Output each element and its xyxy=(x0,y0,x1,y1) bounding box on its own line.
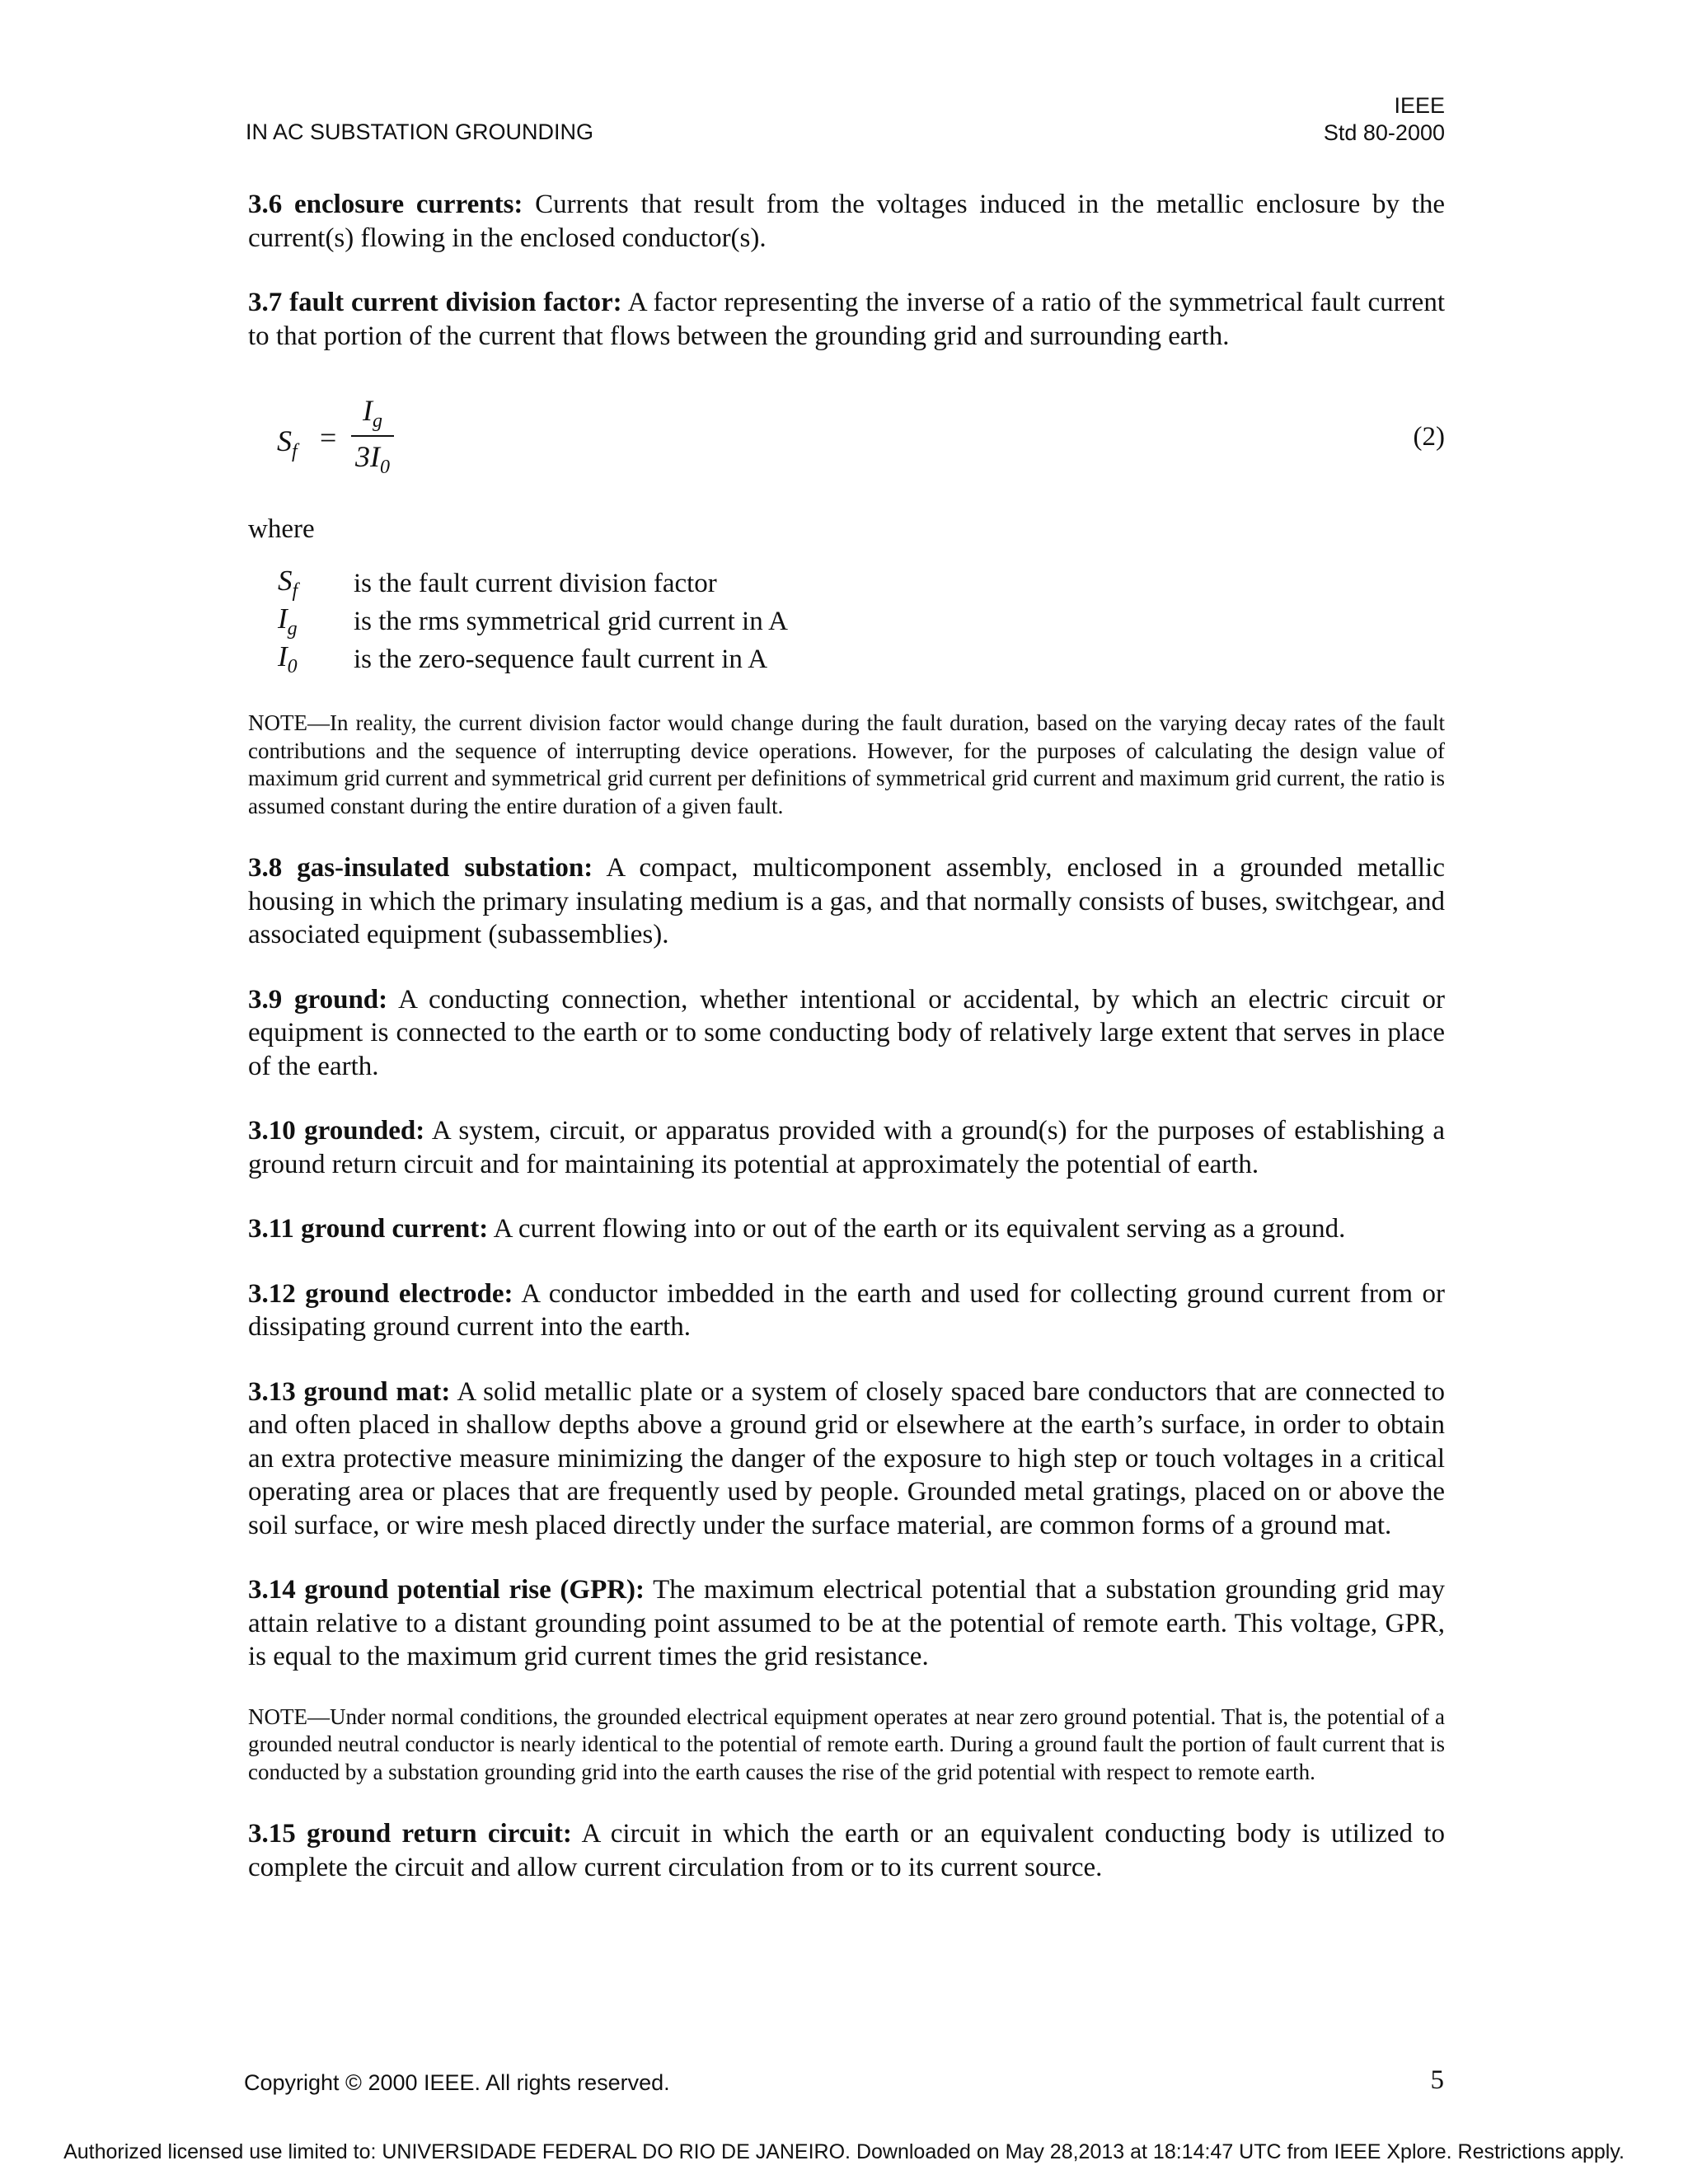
equation-lhs: $S_f$ xyxy=(277,424,298,462)
definition-3-12 xyxy=(248,1277,1445,1344)
variable-definition xyxy=(248,602,1445,640)
term: 3.15 ground return circuit: xyxy=(248,1819,572,1849)
definition-3-7 xyxy=(248,286,1445,353)
variable-symbol: $I_0$ xyxy=(278,640,298,677)
denominator: $3I_0$ xyxy=(355,440,390,478)
definition-text: A solid metallic plate or a system of closely spaced bare conductors that are connected to and often placed in shallow depths above a ground grid or elsewhere at the earth’s surface, in order to obtain an extra protective measure minimizing the danger of the exposure to high step or touch voltages in a critical operating area or places that are frequently used by people. Grounded metal gratings, placed on or above the soil surface, or wire mesh placed directly under the surface material, are common forms of a ground mat. xyxy=(248,1376,1445,1540)
definition-3-10 xyxy=(248,1114,1445,1181)
variable-description: is the zero-sequence fault current in A xyxy=(354,644,768,674)
header-std-number: Std 80-2000 xyxy=(1323,120,1445,145)
term: 3.10 grounded: xyxy=(248,1116,425,1146)
variable-description: is the rms symmetrical grid current in A xyxy=(354,606,788,636)
definition-3-11 xyxy=(248,1212,1445,1246)
variable-definition xyxy=(248,640,1445,678)
term: 3.14 ground potential rise (GPR): xyxy=(248,1575,645,1605)
variable-definitions xyxy=(248,565,1445,678)
term: 3.8 gas-insulated substation: xyxy=(248,853,593,883)
term: 3.11 ground current: xyxy=(248,1214,489,1244)
variable-definition xyxy=(248,565,1445,602)
definition-3-14 xyxy=(248,1573,1445,1674)
header-ieee: IEEE xyxy=(1394,93,1445,118)
variable-symbol: $I_g$ xyxy=(278,602,298,640)
fraction xyxy=(351,392,394,485)
variable-description: is the fault current division factor xyxy=(354,568,717,598)
definition-3-8 xyxy=(248,851,1445,952)
equation-number: (2) xyxy=(1413,422,1445,452)
equals-sign: = xyxy=(320,421,337,454)
equation-2 xyxy=(248,392,1445,491)
definition-text: A system, circuit, or apparatus provided with a ground(s) for the purposes of establishing a ground return circuit and for maintaining its potential at approximately the potential of earth. xyxy=(248,1116,1446,1179)
definition-3-6 xyxy=(248,188,1445,255)
running-header-standard xyxy=(1324,92,1445,147)
definition-3-9 xyxy=(248,983,1445,1084)
definition-text: A current flowing into or out of the earth or its equivalent serving as a ground. xyxy=(493,1214,1346,1244)
term: 3.9 ground: xyxy=(248,984,388,1015)
term: 3.12 ground electrode: xyxy=(248,1278,513,1309)
term: 3.13 ground mat: xyxy=(248,1376,451,1407)
definition-text: A conducting connection, whether intentional or accidental, by which an electric circuit or equipment is connected to the earth or to some conducting body of relatively large extent that serves in place of the earth. xyxy=(248,984,1445,1081)
definition-text: A factor representing the inverse of a ratio of the symmetrical fault current to that portion of the current that flows between the grounding grid and surrounding earth. xyxy=(248,288,1445,351)
term: 3.6 enclosure currents: xyxy=(248,190,523,219)
term: 3.7 fault current division factor: xyxy=(248,288,622,317)
definition-text: A conductor imbedded in the earth and used for collecting ground current from or dissipating ground current into the earth. xyxy=(248,1278,1445,1342)
note-current-division: NOTE—In reality, the current division factor would change during the fault duration, based on the varying decay rates of the fault contributions and the sequence of interrupting device operations. However, for the purposes of calculating the design value of maximum grid current and symmetrical grid current per definitions of symmetrical grid current and maximum grid current, the ratio is assumed constant during the entire duration of a given fault. xyxy=(248,710,1445,818)
definition-text: Currents that result from the voltages induced in the metallic enclosure by the current(s) flowing in the enclosed conductor(s). xyxy=(248,190,1446,253)
fraction-bar xyxy=(351,435,394,437)
definition-3-13 xyxy=(248,1376,1445,1543)
definition-text: The maximum electrical potential that a substation grounding grid may attain relative to a distant grounding point assumed to be at the potential of remote earth. This voltage, GPR, is equal to the maximum grid current times the grid resistance. xyxy=(248,1575,1446,1671)
numerator: $I_g$ xyxy=(363,394,382,432)
page-number: 5 xyxy=(1430,2065,1444,2095)
running-header-title: IN AC SUBSTATION GROUNDING xyxy=(246,120,594,144)
definition-text: A compact, multicomponent assembly, enclosed in a grounded metallic housing in which the primary insulating medium is a gas, and that normally consists of buses, switchgear, and associated equipment (subassemblies). xyxy=(248,853,1445,949)
copyright-notice: Copyright © 2000 IEEE. All rights reserved. xyxy=(244,2070,670,2095)
where-label: where xyxy=(248,514,315,544)
authorization-notice: Authorized licensed use limited to: UNIVERSIDADE FEDERAL DO RIO DE JANEIRO. Downloaded on May 28,2013 at 18:14:47 UTC from IEEE Xplore. Restrictions apply. xyxy=(63,2140,1625,2163)
note-ground-potential: NOTE—Under normal conditions, the grounded electrical equipment operates at near zero ground potential. That is, the potential of a grounded neutral conductor is nearly identical to the potential of remote earth. During a ground fault the portion of fault current that is conducted by a substation grounding grid into the earth causes the rise of the grid potential with respect to remote earth. xyxy=(248,1704,1445,1784)
definition-3-15 xyxy=(248,1817,1445,1884)
page-body xyxy=(248,188,1445,1884)
definition-text: A circuit in which the earth or an equivalent conducting body is utilized to complete the circuit and allow current circulation from or to its current source. xyxy=(248,1819,1445,1882)
variable-symbol: $S_f$ xyxy=(278,565,298,602)
